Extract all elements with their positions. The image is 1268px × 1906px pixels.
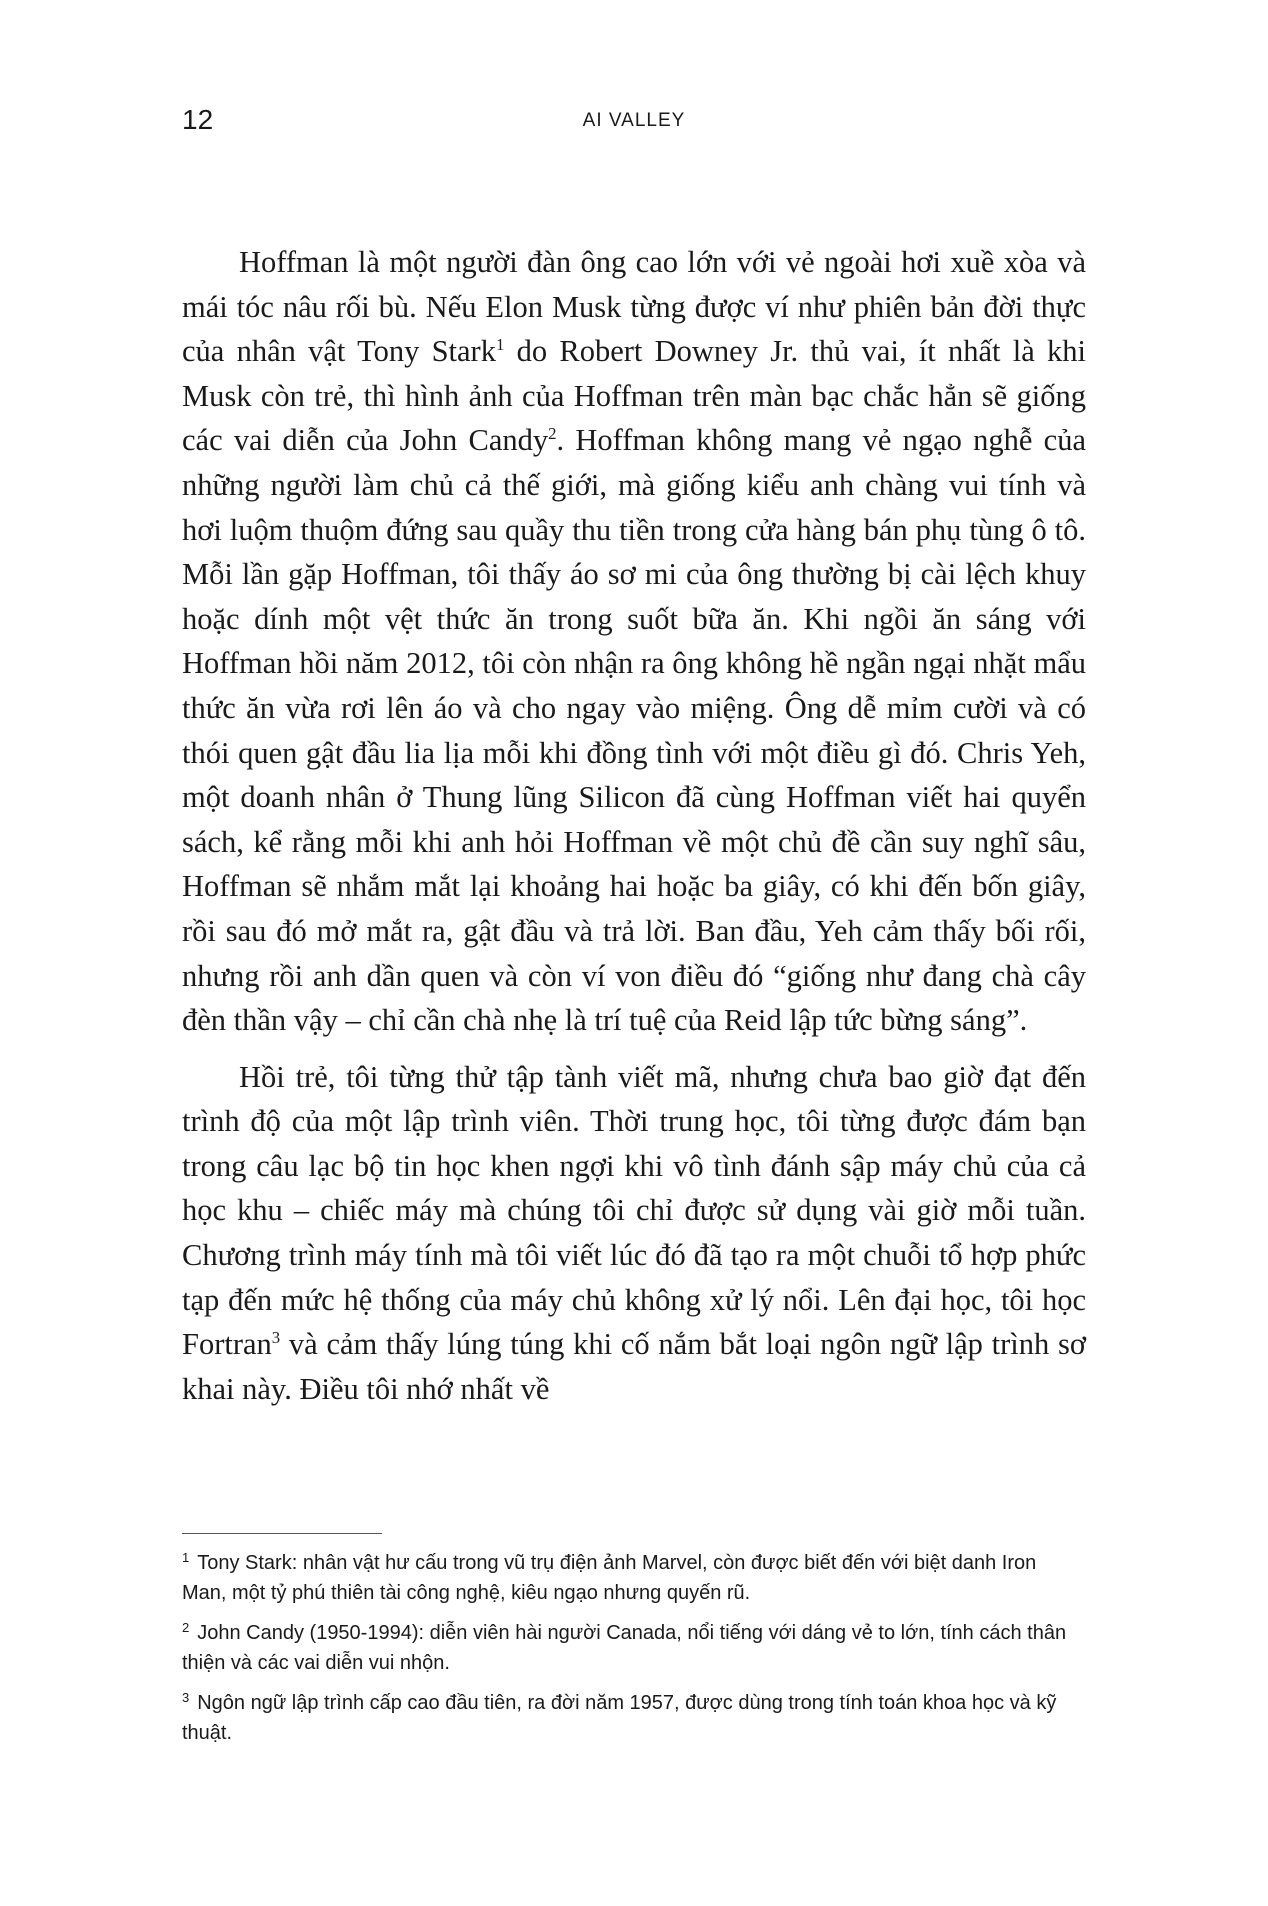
footnote-2 (182, 1618, 1086, 1678)
footnote-marker: 2 (182, 1620, 190, 1635)
page-number: 12 (182, 104, 214, 135)
paragraph-2-text-b: và cảm thấy lúng túng khi cố nắm bắt loại ngôn ngữ lập trình sơ khai này. Điều tôi nhớ nhất về (182, 1327, 1086, 1406)
footnote-text: John Candy (1950-1994): diễn viên hài người Canada, nổi tiếng với dáng vẻ to lớn, tính cách thân thiện và các vai diễn vui nhộn. (182, 1622, 1067, 1674)
paragraph-1-text-c: . Hoffman không mang vẻ ngạo nghễ của những người làm chủ cả thế giới, mà giống kiểu anh chàng vui tính và hơi luộm thuộm đứng sau quầy thu tiền trong cửa hàng bán phụ tùng ô tô. Mỗi lần gặp Hoffman, tôi thấy áo sơ mi của ông thường bị cài lệch khuy hoặc dính một vệt thức ăn trong suốt bữa ăn. Khi ngồi ăn sáng với Hoffman hồi năm 2012, tôi còn nhận ra ông không hề ngần ngại nhặt mẩu thức ăn vừa rơi lên áo và cho ngay vào miệng. Ông dễ mỉm cười và có thói quen gật đầu lia lịa mỗi khi đồng tình với một điều gì đó. Chris Yeh, một doanh nhân ở Thung lũng Silicon đã cùng Hoffman viết hai quyển sách, kể rằng mỗi khi anh hỏi Hoffman về một chủ đề cần suy nghĩ sâu, Hoffman sẽ nhắm mắt lại khoảng hai hoặc ba giây, có khi đến bốn giây, rồi sau đó mở mắt ra, gật đầu và trả lời. Ban đầu, Yeh cảm thấy bối rối, nhưng rồi anh dần quen và còn ví von điều đó “giống như đang chà cây đèn thần vậy – chỉ cần chà nhẹ là trí tuệ của Reid lập tức bừng sáng”. (182, 423, 1087, 1038)
footnote-1 (182, 1548, 1086, 1608)
footnote-divider (182, 1533, 382, 1534)
footnote-text: Tony Stark: nhân vật hư cấu trong vũ trụ điện ảnh Marvel, còn được biết đến với biệt danh Iron Man, một tỷ phú thiên tài công nghệ, kiêu ngạo nhưng quyến rũ. (182, 1552, 1037, 1604)
body-text (182, 240, 1086, 1411)
footnotes (182, 1548, 1086, 1758)
footnote-reference-1: 1 (495, 335, 505, 355)
footnote-reference-3: 3 (271, 1328, 281, 1348)
paragraph-1 (182, 240, 1086, 1043)
footnote-text: Ngôn ngữ lập trình cấp cao đầu tiên, ra đời năm 1957, được dùng trong tính toán khoa học và kỹ thuật. (182, 1692, 1057, 1744)
paragraph-1-text-a: Hoffman là một người đàn ông cao lớn với vẻ ngoài hơi xuề xòa và mái tóc nâu rối bù. Nếu Elon Musk từng được ví như phiên bản đời thực của nhân vật Tony Stark (182, 245, 1086, 369)
footnote-reference-2: 2 (548, 424, 557, 444)
paragraph-2 (182, 1055, 1086, 1412)
footnote-3 (182, 1688, 1086, 1748)
footnote-marker: 3 (182, 1690, 190, 1705)
footnote-marker: 1 (182, 1550, 190, 1565)
paragraph-2-text-a: Hồi trẻ, tôi từng thử tập tành viết mã, nhưng chưa bao giờ đạt đến trình độ của một lập trình viên. Thời trung học, tôi từng được đám bạn trong câu lạc bộ tin học khen ngợi khi vô tình đánh sập máy chủ của cả học khu – chiếc máy mà chúng tôi chỉ được sử dụng vài giờ mỗi tuần. Chương trình máy tính mà tôi viết lúc đó đã tạo ra một chuỗi tổ hợp phức tạp đến mức hệ thống của máy chủ không xử lý nổi. Lên đại học, tôi học Fortran (182, 1059, 1086, 1362)
paragraph-1-text-b: do Robert Downey Jr. thủ vai, ít nhất là khi Musk còn trẻ, thì hình ảnh của Hoffman trên màn bạc chắc hẳn sẽ giống các vai diễn của John Candy (182, 334, 1086, 458)
running-title: AI VALLEY (582, 110, 686, 131)
